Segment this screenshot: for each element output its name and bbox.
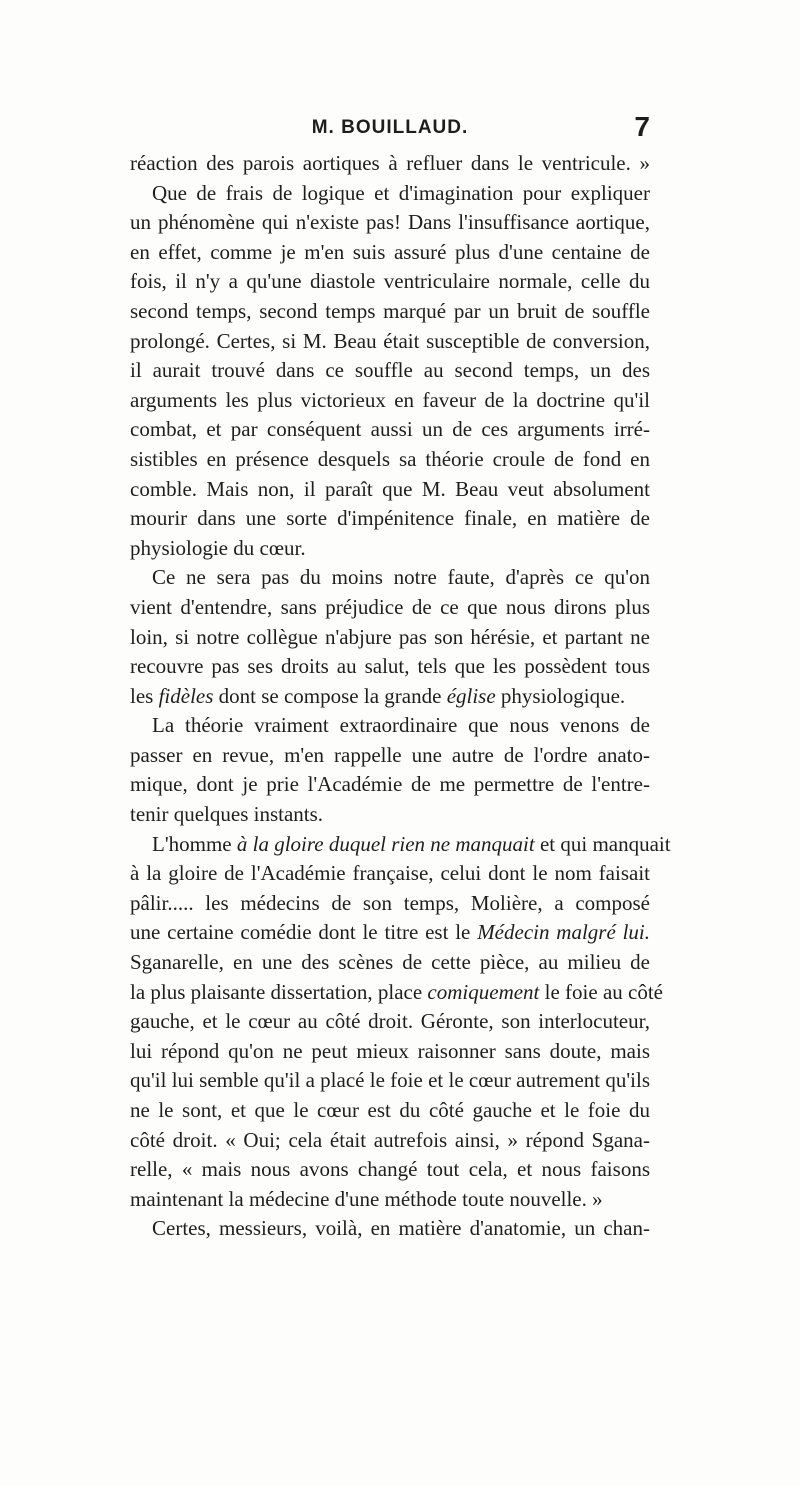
text-segment: Que de frais de logique et d'imagination pour expliquer xyxy=(152,180,650,205)
text-segment: côté droit. « Oui; cela était autrefois ainsi, » répond Sgana- xyxy=(130,1127,650,1152)
text-segment: La théorie vraiment extraordinaire que nous venons de xyxy=(152,713,650,738)
italic-text: Médecin malgré lui. xyxy=(477,920,651,945)
text-segment: prolongé. Certes, si M. Beau était susceptible de conversion, xyxy=(130,328,650,353)
page-number: 7 xyxy=(634,111,650,142)
text-segment: mourir dans une sorte d'impénitence finale, en matière de xyxy=(130,506,650,531)
text-segment: dont se compose la grande xyxy=(213,683,447,708)
text-line xyxy=(130,859,650,889)
body-text xyxy=(130,149,671,1244)
text-line xyxy=(130,386,650,416)
text-segment: tenir quelques instants. xyxy=(130,802,324,827)
text-line xyxy=(130,830,671,860)
text-line xyxy=(130,475,650,505)
text-line xyxy=(130,1096,650,1126)
text-segment: qu'il lui semble qu'il a placé le foie et le cœur autrement qu'ils xyxy=(130,1068,650,1093)
text-segment: à la gloire de l'Académie française, celui dont le nom faisait xyxy=(130,861,650,886)
text-line xyxy=(130,918,650,948)
text-segment: second temps, second temps marqué par un bruit de souffle xyxy=(130,298,650,323)
text-line xyxy=(130,149,650,179)
text-segment: Ce ne sera pas du moins notre faute, d'après ce qu'on xyxy=(152,565,650,590)
text-line xyxy=(130,800,650,830)
italic-text: église xyxy=(446,683,496,708)
text-line xyxy=(130,770,650,800)
text-segment: sistibles en présence desquels sa théorie croule de fond en xyxy=(130,446,650,471)
text-line xyxy=(130,238,650,268)
text-segment: maintenant la médecine d'une méthode toute nouvelle. » xyxy=(130,1186,603,1211)
text-line xyxy=(130,1066,650,1096)
text-segment: pâlir..... les médecins de son temps, Molière, a composé xyxy=(130,890,650,915)
text-line xyxy=(130,504,650,534)
text-segment: en effet, comme je m'en suis assuré plus d'une centaine de xyxy=(130,239,650,264)
text-segment: un phénomène qui n'existe pas! Dans l'insuffisance aortique, xyxy=(130,210,650,235)
text-line xyxy=(130,1155,650,1185)
text-line xyxy=(130,445,650,475)
text-line xyxy=(130,682,650,712)
text-segment: L'homme xyxy=(152,831,237,856)
text-segment: physiologie du cœur. xyxy=(130,535,306,560)
text-segment: et qui manquait xyxy=(534,831,671,856)
text-segment: mique, dont je prie l'Académie de me permettre de l'entre- xyxy=(130,772,650,797)
text-line xyxy=(130,948,650,978)
text-segment: fois, il n'y a qu'une diastole ventriculaire normale, celle du xyxy=(130,269,650,294)
text-segment: relle, « mais nous avons changé tout cela, et nous faisons xyxy=(130,1157,650,1182)
text-line xyxy=(130,415,650,445)
text-line xyxy=(130,327,650,357)
text-segment: une certaine comédie dont le titre est le xyxy=(130,920,478,945)
text-line xyxy=(130,1037,650,1067)
text-line xyxy=(130,1185,650,1215)
text-segment: vient d'entendre, sans préjudice de ce que nous dirons plus xyxy=(130,594,650,619)
running-head xyxy=(130,111,650,145)
text-line xyxy=(130,208,650,238)
text-segment: Certes, messieurs, voilà, en matière d'anatomie, un chan- xyxy=(152,1216,650,1241)
text-segment: lui répond qu'on ne peut mieux raisonner sans doute, mais xyxy=(130,1038,650,1063)
text-segment: recouvre pas ses droits au salut, tels que les possèdent tous xyxy=(130,654,650,679)
text-line xyxy=(130,741,650,771)
text-line xyxy=(130,297,650,327)
text-line xyxy=(130,356,650,386)
text-segment: il aurait trouvé dans ce souffle au second temps, un des xyxy=(130,358,650,383)
text-line xyxy=(130,267,650,297)
text-segment: passer en revue, m'en rappelle une autre de l'ordre anato- xyxy=(130,742,650,767)
text-segment: Sganarelle, en une des scènes de cette pièce, au milieu de xyxy=(130,950,650,975)
text-line xyxy=(130,179,650,209)
text-segment: gauche, et le cœur au côté droit. Géronte, son interlocuteur, xyxy=(130,1009,650,1034)
text-segment: les xyxy=(130,683,159,708)
text-line xyxy=(130,563,650,593)
text-line xyxy=(130,623,650,653)
text-line xyxy=(130,889,650,919)
text-line xyxy=(130,534,650,564)
text-segment: ne le sont, et que le cœur est du côté gauche et le foie du xyxy=(130,1098,650,1122)
text-segment: le foie au côté xyxy=(539,979,663,1004)
italic-text: fidèles xyxy=(158,683,214,708)
text-segment: arguments les plus victorieux en faveur de la doctrine qu'il xyxy=(130,387,650,412)
text-line xyxy=(130,711,650,741)
text-line xyxy=(130,1126,650,1156)
italic-text: à la gloire duquel rien ne manquait xyxy=(236,831,535,856)
text-segment: réaction des parois aortiques à refluer dans le ventricule. » xyxy=(130,151,650,175)
text-segment: loin, si notre collègue n'abjure pas son hérésie, et partant ne xyxy=(130,624,650,649)
text-segment: comble. Mais non, il paraît que M. Beau veut absolument xyxy=(130,476,650,501)
text-line xyxy=(130,1214,650,1244)
running-title: M. BOUILLAUD. xyxy=(311,117,469,138)
text-line xyxy=(130,1007,650,1037)
text-line xyxy=(130,652,650,682)
text-segment: physiologique. xyxy=(495,683,626,708)
text-line xyxy=(130,593,650,623)
text-segment: combat, et par conséquent aussi un de ces arguments irré- xyxy=(130,417,650,442)
italic-text: comiquement xyxy=(427,979,540,1004)
text-segment: la plus plaisante dissertation, place xyxy=(130,979,428,1004)
text-line xyxy=(130,978,663,1008)
